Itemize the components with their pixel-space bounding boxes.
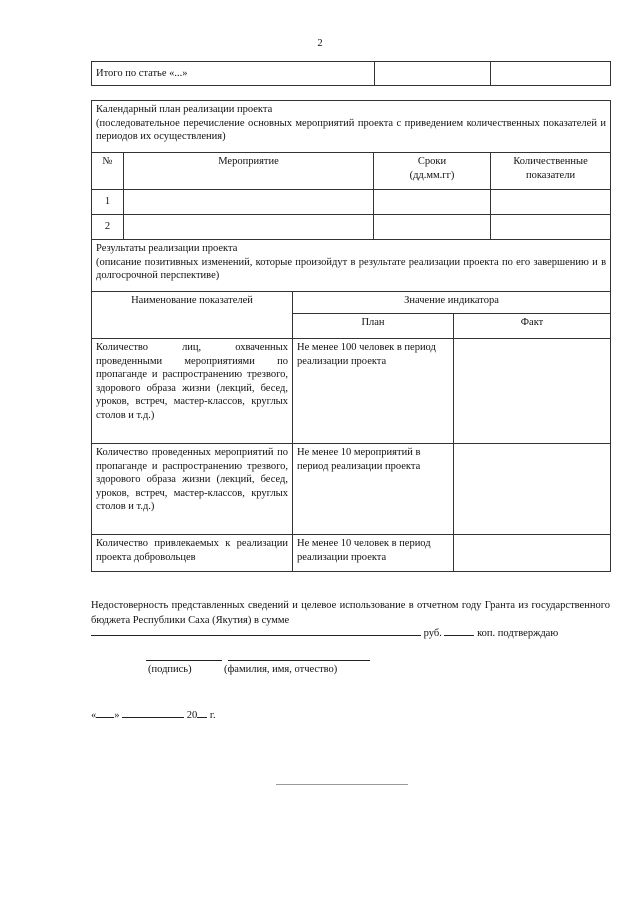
calendar-row xyxy=(92,190,611,215)
signature-blank xyxy=(146,650,222,661)
header-event: Мероприятие xyxy=(124,153,374,190)
header-dates xyxy=(374,153,491,190)
month-blank xyxy=(122,707,184,718)
calendar-title-row xyxy=(92,101,611,153)
year-suffix: г. xyxy=(209,710,216,721)
header-indicator-name: Наименование показателей xyxy=(92,292,293,339)
result-name: Количество проведенных мероприятий по пропаганде и распространению трезвого, здорового образа жизни (лекций, бесед, уроков, встреч, мастер-классов, круглых столов и т.д.) xyxy=(92,444,293,535)
header-dates-line2: (дд.мм.гг) xyxy=(409,169,455,181)
calendar-subtitle: (последовательное перечисление основных мероприятий проекта с приведением количественных показателей и периодов их осуществления) xyxy=(96,117,607,142)
project-table xyxy=(91,100,611,572)
result-fact xyxy=(454,535,611,572)
fullname-blank xyxy=(228,650,370,661)
certification-text: Недостоверность представленных сведений и целевое использование в отчетном году Гранта из государственного бюджета Республики Саха (Якутия) в сумме xyxy=(91,600,610,626)
totals-cell-sum2 xyxy=(491,62,611,86)
totals-table xyxy=(91,61,611,86)
result-fact xyxy=(454,444,611,535)
result-fact xyxy=(454,339,611,444)
result-name: Количество лиц, охваченных проведенными мероприятиями по пропаганде и распространению трезвого, здорового образа жизни (лекций, бесед, уроков, встреч, мастер-классов, круглых столов и т.д.) xyxy=(92,339,293,444)
year-blank xyxy=(197,707,207,718)
amount-kop-blank xyxy=(444,625,474,636)
header-quant xyxy=(491,153,611,190)
year-prefix: 20 xyxy=(186,710,198,721)
header-dates-line1: Сроки xyxy=(417,156,447,167)
totals-cell-sum1 xyxy=(375,62,491,86)
calendar-row-event xyxy=(124,215,374,240)
day-blank xyxy=(96,707,114,718)
amount-rub-blank xyxy=(91,625,421,636)
header-quant-line1: Количественные xyxy=(513,156,588,167)
fullname-caption: (фамилия, имя, отчество) xyxy=(224,664,338,675)
calendar-row xyxy=(92,215,611,240)
amount-line xyxy=(91,625,610,641)
header-plan: План xyxy=(293,314,454,339)
separator-line xyxy=(276,784,408,785)
page-number: 2 xyxy=(317,38,323,49)
results-subtitle: (описание позитивных изменений, которые произойдут в результате реализации проекта по его завершению и в долгосрочной перспективе) xyxy=(96,256,607,281)
calendar-row-dates xyxy=(374,190,491,215)
header-quant-line2: показатели xyxy=(525,169,576,181)
results-title: Результаты реализации проекта xyxy=(96,243,238,254)
calendar-row-event xyxy=(124,190,374,215)
results-title-row xyxy=(92,240,611,292)
calendar-row-dates xyxy=(374,215,491,240)
calendar-header-row xyxy=(92,153,611,190)
calendar-row-num: 1 xyxy=(92,190,124,215)
date-open-quote: « xyxy=(91,710,97,721)
totals-row xyxy=(92,62,611,86)
header-indicator-value: Значение индикатора xyxy=(293,292,611,314)
totals-label: Итого по статье «...» xyxy=(92,62,375,86)
calendar-row-num: 2 xyxy=(92,215,124,240)
signature-caption: (подпись) xyxy=(148,664,192,675)
date-line xyxy=(91,707,610,723)
results-header-row xyxy=(92,292,611,314)
result-name: Количество привлекаемых к реализации проекта добровольцев xyxy=(92,535,293,572)
result-plan: Не менее 10 мероприятий в период реализации проекта xyxy=(293,444,454,535)
calendar-title: Календарный план реализации проекта xyxy=(96,104,273,115)
date-close-quote: » xyxy=(114,710,120,721)
kop-label: коп. подтверждаю xyxy=(477,628,559,639)
result-plan: Не менее 100 человек в период реализации проекта xyxy=(293,339,454,444)
result-plan: Не менее 10 человек в период реализации проекта xyxy=(293,535,454,572)
results-row xyxy=(92,339,611,444)
header-num: № xyxy=(92,153,124,190)
calendar-row-quant xyxy=(491,190,611,215)
results-row xyxy=(92,444,611,535)
calendar-row-quant xyxy=(491,215,611,240)
header-fact: Факт xyxy=(454,314,611,339)
results-row xyxy=(92,535,611,572)
rub-label: руб. xyxy=(423,628,442,639)
